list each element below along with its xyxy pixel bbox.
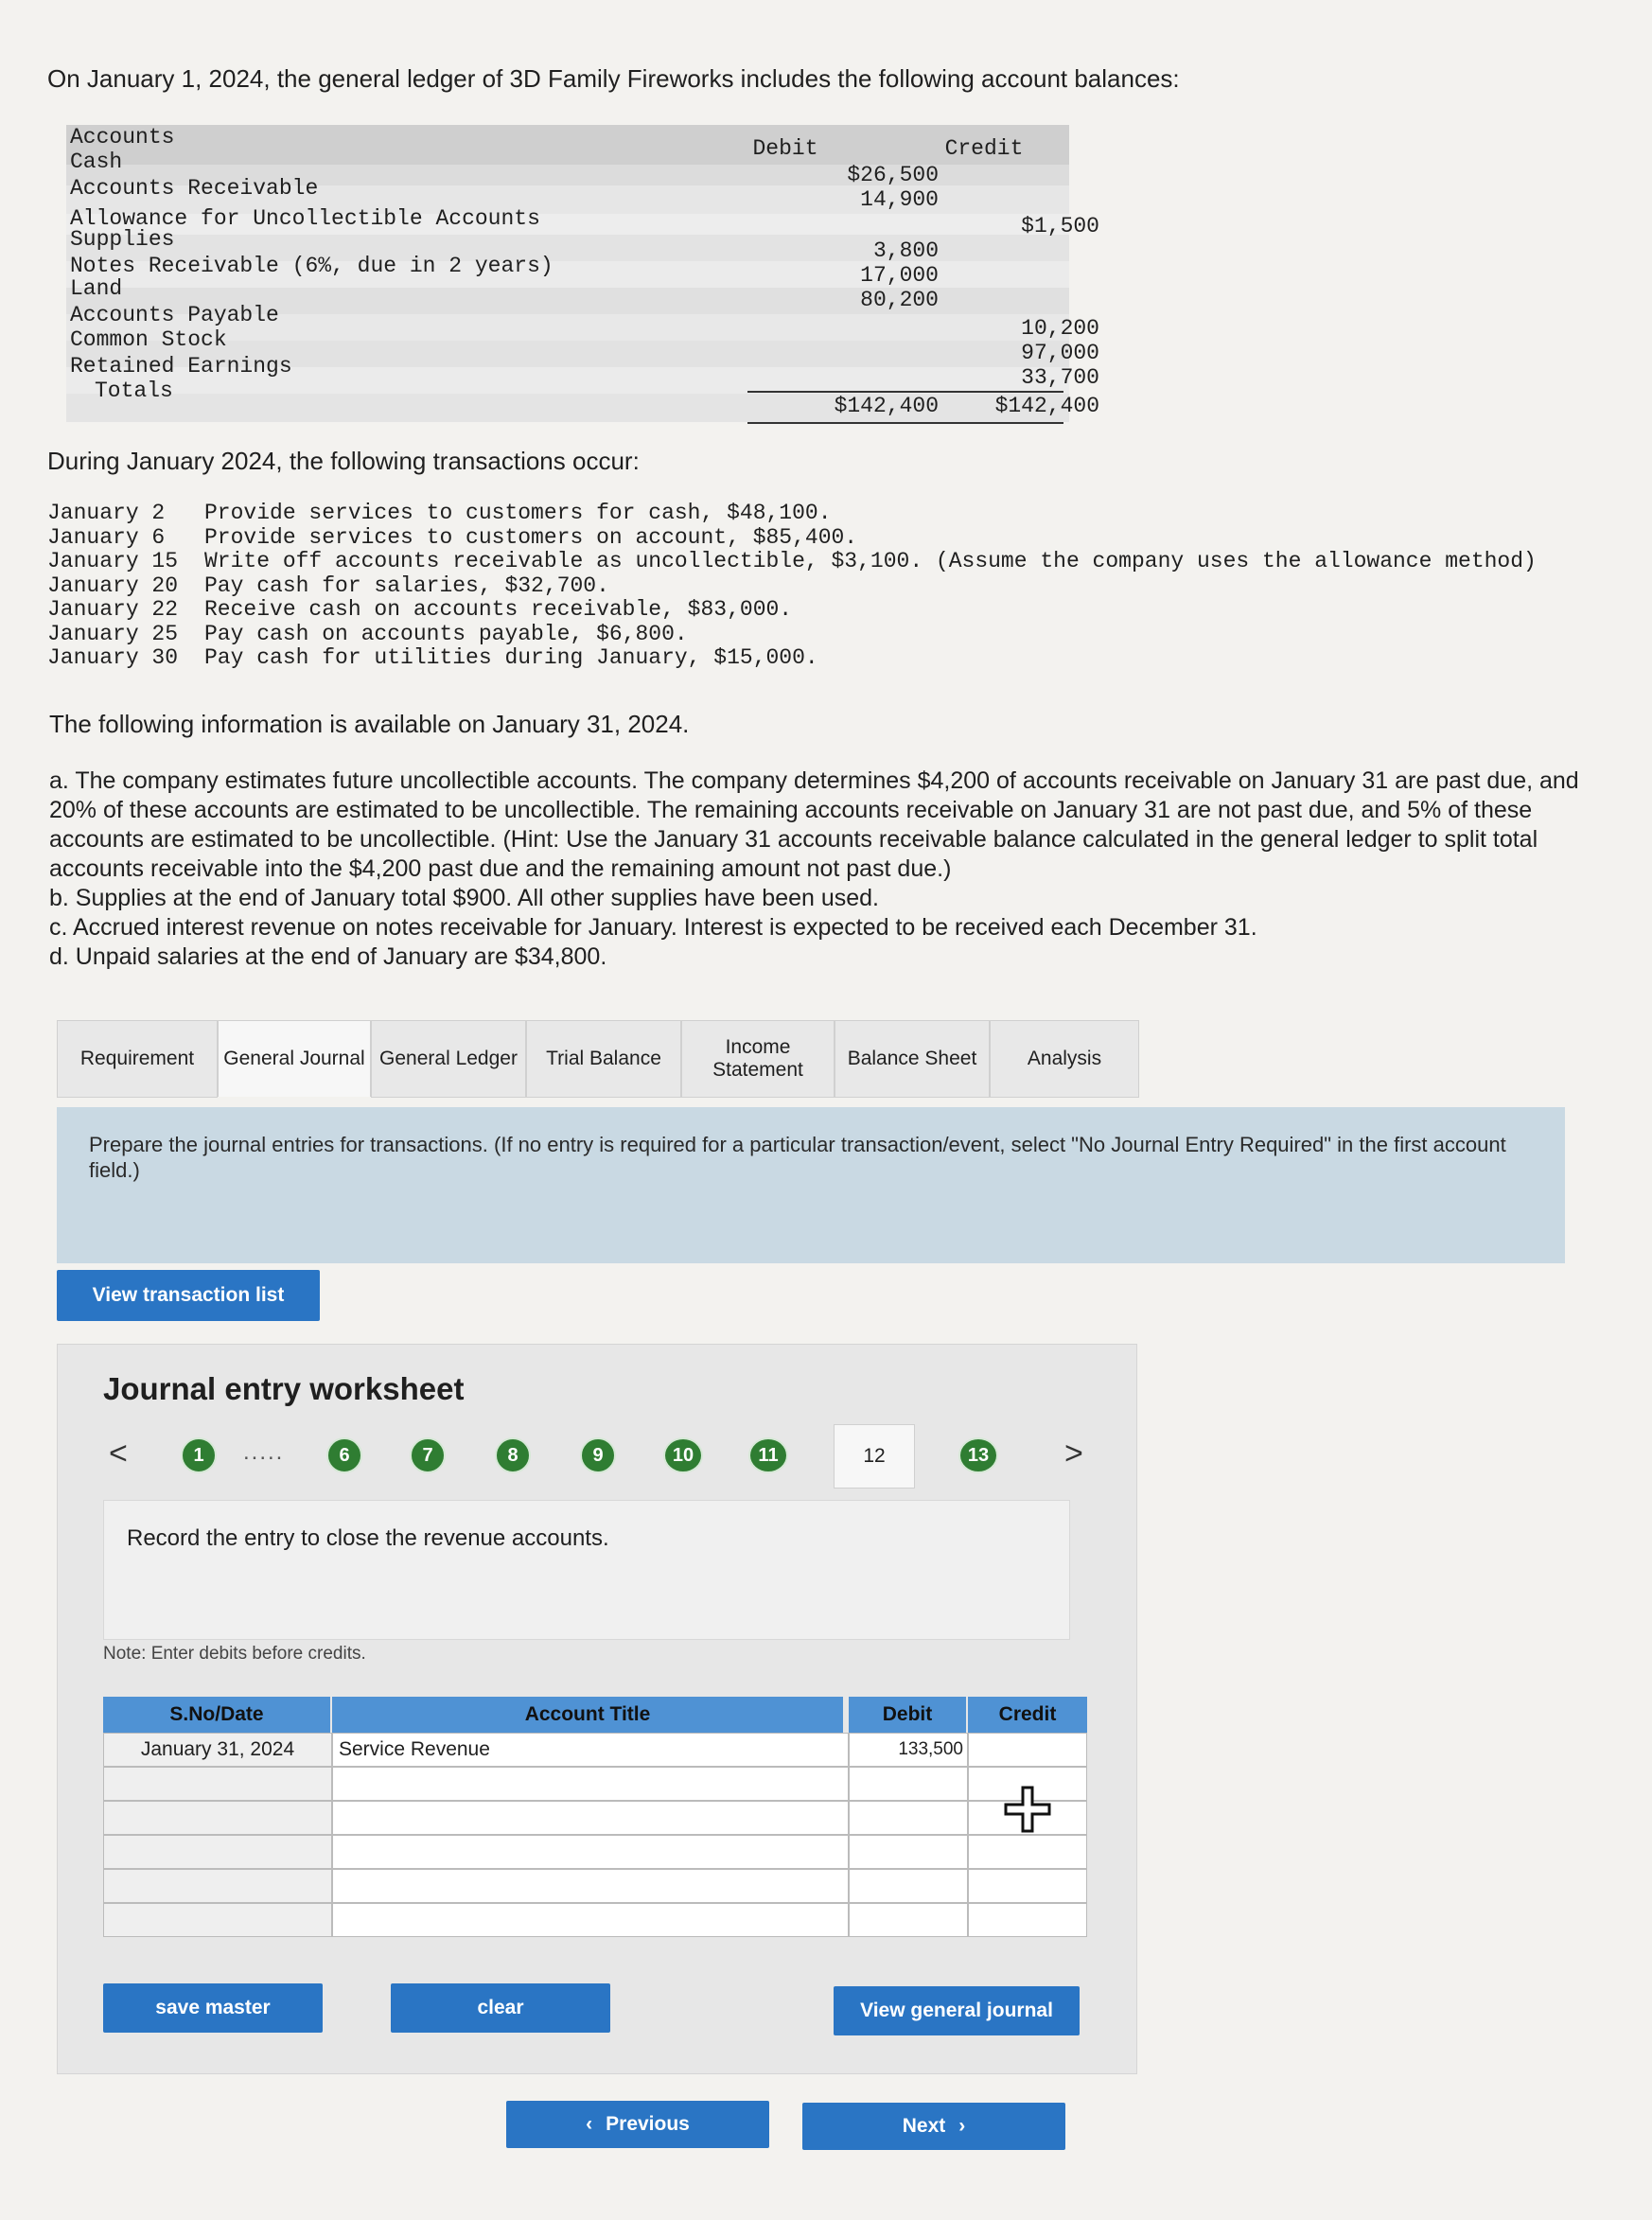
intro-text: On January 1, 2024, the general ledger of 3D Family Fireworks includes the following account balances: — [47, 64, 1180, 93]
debit-value: $26,500 — [847, 163, 939, 187]
transaction-text: Pay cash for utilities during January, $15,000. — [204, 645, 818, 670]
debit-header: Debit — [752, 136, 818, 161]
next-arrow-icon[interactable]: > — [1064, 1436, 1083, 1471]
step-6[interactable]: 6 — [326, 1437, 362, 1473]
transaction-date: January 30 — [47, 645, 179, 670]
credit-header: Credit — [944, 136, 1024, 161]
step-7[interactable]: 7 — [410, 1437, 446, 1473]
step-11[interactable]: 11 — [748, 1437, 788, 1473]
entry-date-cell[interactable] — [103, 1869, 332, 1903]
step-13[interactable]: 13 — [958, 1437, 998, 1473]
account-title-field[interactable] — [332, 1835, 849, 1869]
debit-field[interactable]: 133,500 — [849, 1733, 968, 1767]
info-intro: The following information is available on January 31, 2024. — [49, 710, 690, 738]
tab-general-ledger[interactable]: General Ledger — [371, 1020, 526, 1098]
info-item-c: c. Accrued interest revenue on notes receivable for January. Interest is expected to be received each December 31. — [49, 914, 1257, 941]
col-account-header: Account Title — [332, 1697, 843, 1733]
step-10[interactable]: 10 — [663, 1437, 703, 1473]
credit-value: 97,000 — [1021, 341, 1099, 365]
transaction-date: January 6 — [47, 524, 166, 550]
account-name: Retained Earnings — [70, 354, 292, 379]
transaction-date: January 25 — [47, 621, 179, 646]
tab-bar — [57, 1020, 1565, 1105]
chevron-left-icon: ‹ — [586, 2113, 593, 2135]
tab-income-statement[interactable]: Income Statement — [681, 1020, 835, 1098]
account-name: Allowance for Uncollectible Accounts — [70, 206, 540, 231]
transaction-text: Receive cash on accounts receivable, $83,000. — [204, 597, 793, 622]
transactions-list — [47, 502, 1537, 671]
transaction-date: January 22 — [47, 597, 179, 622]
debit-value: 17,000 — [860, 263, 939, 288]
credit-total: $142,400 — [994, 394, 1099, 418]
tab-balance-sheet[interactable]: Balance Sheet — [835, 1020, 990, 1098]
credit-field[interactable] — [968, 1835, 1087, 1869]
transactions-intro: During January 2024, the following transactions occur: — [47, 447, 640, 475]
step-12-current[interactable]: 12 — [834, 1424, 915, 1489]
account-balances-table — [66, 125, 1099, 426]
account-title-field[interactable]: Service Revenue — [332, 1733, 849, 1767]
view-transaction-list-button[interactable]: View transaction list — [57, 1270, 320, 1321]
credit-total-underline — [914, 422, 1063, 424]
account-title-field[interactable] — [332, 1801, 849, 1835]
entry-description: Record the entry to close the revenue accounts. — [127, 1525, 609, 1551]
credit-field[interactable] — [968, 1869, 1087, 1903]
step-8[interactable]: 8 — [495, 1437, 531, 1473]
debit-field[interactable] — [849, 1903, 968, 1937]
adjustment-info — [49, 766, 1601, 972]
previous-label: Previous — [606, 2113, 690, 2135]
col-date-header: S.No/Date — [103, 1697, 330, 1733]
transaction-text: Write off accounts receivable as uncollectible, $3,100. (Assume the company uses the allowance method) — [204, 549, 1537, 573]
entry-date-cell[interactable]: January 31, 2024 — [103, 1733, 332, 1767]
info-item-b: b. Supplies at the end of January total $900. All other supplies have been used. — [49, 885, 880, 911]
instruction-text: Prepare the journal entries for transactions. (If no entry is required for a particular transaction/event, select "No Journal Entry Required" in the first account field.) — [89, 1133, 1506, 1182]
transaction-text: Pay cash on accounts payable, $6,800. — [204, 621, 688, 646]
debit-value: 3,800 — [872, 238, 939, 263]
tab-analysis[interactable]: Analysis — [990, 1020, 1139, 1098]
transaction-date: January 15 — [47, 549, 179, 573]
debit-field[interactable] — [849, 1767, 968, 1801]
credit-value: 10,200 — [1021, 316, 1099, 341]
entry-date-cell[interactable] — [103, 1767, 332, 1801]
transaction-text: Pay cash for salaries, $32,700. — [204, 573, 609, 598]
account-name: Land — [70, 276, 123, 301]
accounts-header: Accounts — [70, 125, 175, 150]
debit-value: 80,200 — [860, 288, 939, 312]
col-debit-header: Debit — [849, 1697, 966, 1733]
debit-total-rule — [747, 391, 937, 393]
instruction-panel — [57, 1107, 1565, 1263]
info-item-a: a. The company estimates future uncollectible accounts. The company determines $4,200 of accounts receivable on January 31 are past due, and 20% of these accounts are estimated to be uncollectible. The remaining accounts receivable on January 31 are not past due, and 5% of these accounts are estimated to be uncollectible. (Hint: Use the January 31 accounts receivable balance calculated in the general ledger to split total accounts receivable into the $4,200 past due and the remaining amount not past due.) — [49, 767, 1579, 882]
next-button[interactable] — [802, 2103, 1065, 2150]
credit-field[interactable] — [968, 1733, 1087, 1767]
entry-date-cell[interactable] — [103, 1801, 332, 1835]
credit-value: $1,500 — [1021, 214, 1099, 238]
debit-value: 14,900 — [860, 187, 939, 212]
transaction-text: Provide services to customers on account, $85,400. — [204, 524, 858, 550]
entry-date-cell[interactable] — [103, 1903, 332, 1937]
account-name: Accounts Receivable — [70, 176, 319, 201]
tab-requirement[interactable]: Requirement — [57, 1020, 218, 1098]
next-label: Next — [902, 2115, 946, 2137]
debit-field[interactable] — [849, 1869, 968, 1903]
debit-field[interactable] — [849, 1801, 968, 1835]
tab-general-journal[interactable]: General Journal — [218, 1020, 371, 1097]
account-title-field[interactable] — [332, 1767, 849, 1801]
account-name: Accounts Payable — [70, 303, 279, 327]
tab-trial-balance[interactable]: Trial Balance — [526, 1020, 681, 1098]
col-credit-header: Credit — [968, 1697, 1087, 1733]
step-1[interactable]: 1 — [181, 1437, 217, 1473]
view-general-journal-button[interactable]: View general journal — [834, 1986, 1080, 2035]
entry-description-box — [103, 1500, 1070, 1640]
entry-note: Note: Enter debits before credits. — [103, 1644, 366, 1664]
account-name: Common Stock — [70, 327, 227, 352]
transaction-date: January 2 — [47, 501, 166, 525]
account-name: Cash — [70, 150, 123, 174]
info-item-d: d. Unpaid salaries at the end of January are $34,800. — [49, 943, 607, 970]
debit-total-underline — [747, 422, 937, 424]
account-name: Notes Receivable (6%, due in 2 years) — [70, 254, 554, 278]
previous-button[interactable] — [506, 2101, 769, 2148]
entry-date-cell[interactable] — [103, 1835, 332, 1869]
chevron-right-icon: › — [958, 2115, 966, 2137]
debit-field[interactable] — [849, 1835, 968, 1869]
credit-value: 33,700 — [1021, 365, 1099, 390]
credit-field[interactable] — [968, 1903, 1087, 1937]
credit-total-rule — [914, 391, 1063, 393]
account-title-field[interactable] — [332, 1903, 849, 1937]
prev-arrow-icon[interactable]: < — [109, 1436, 128, 1471]
journal-entry-worksheet — [57, 1344, 1137, 2074]
steps-ellipsis: ..... — [243, 1439, 285, 1465]
totals-label: Totals — [95, 379, 173, 403]
account-name: Supplies — [70, 227, 175, 252]
save-master-button[interactable]: save master — [103, 1983, 323, 2033]
step-9[interactable]: 9 — [580, 1437, 616, 1473]
debit-total: $142,400 — [834, 394, 939, 418]
worksheet-title: Journal entry worksheet — [103, 1371, 465, 1406]
account-title-field[interactable] — [332, 1869, 849, 1903]
transaction-text: Provide services to customers for cash, $48,100. — [204, 501, 832, 525]
transaction-date: January 20 — [47, 573, 179, 598]
clear-button[interactable]: clear — [391, 1983, 610, 2033]
move-cursor-icon — [1002, 1784, 1053, 1835]
